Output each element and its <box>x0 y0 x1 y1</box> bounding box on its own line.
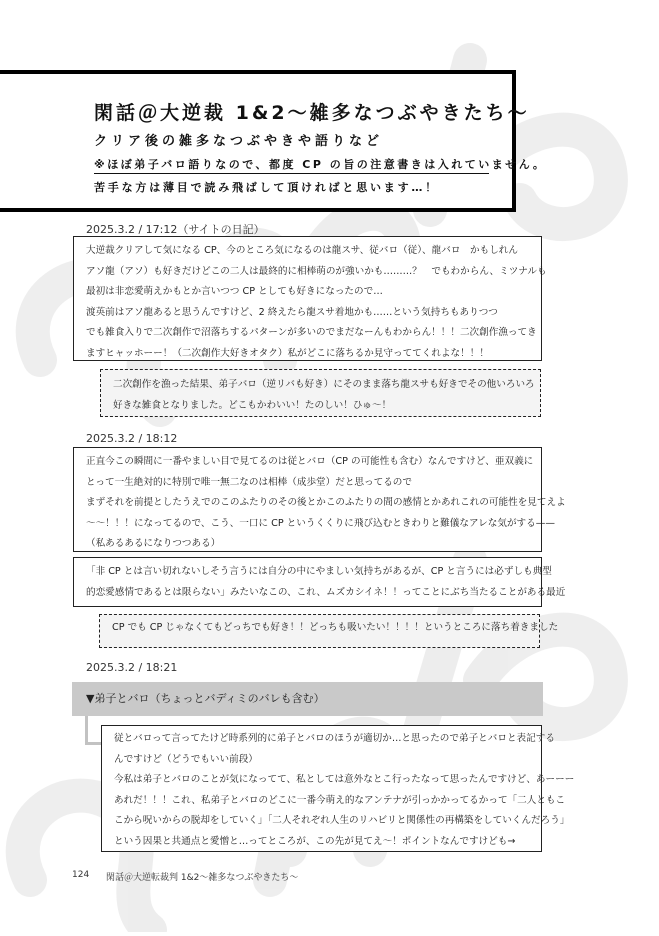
body-line: でも雑食入りで二次創作で沼落ちするパターンが多いのでまだなーんもわからん！！！二次創作漁ってき <box>86 327 537 338</box>
quote-line: 「非 CP とは言い切れないしそう言うには自分の中にやましい気持ちがあるが、CP と言うには必ずしも典型 <box>86 566 552 577</box>
body-line: とって一生絶対的に特別で唯一無二なのは相棒（成歩堂）だと思ってるので <box>86 476 412 488</box>
quote-box <box>73 557 566 607</box>
followup-line: 二次創作を漁った結果、弟子バロ（逆リバも好き）にそのまま落ち龍スサも好きでその他いろいろ <box>113 379 535 390</box>
body-line: 最初は非恋愛萌えかもとか言いつつ CP としても好きになったので… <box>86 286 383 297</box>
body-line: 今私は弟子とバロのことが気になってて、私としては意外なとこ行ったなって思ったんですけど、あーーー <box>114 774 575 785</box>
body-line: 〜〜！！！になってるので、こう、一口に CP というくくりに飛び込むときわりと難儀なアレな気がする—— <box>86 517 555 529</box>
body-line: ますヒャッホーー！（二次創作大好きオタク）私がどこに落ちるか見守っててくれよな！！！ <box>86 347 489 359</box>
running-title: 閑話＠大逆転裁判 1&2〜雑多なつぶやきたち〜 <box>106 873 299 883</box>
chapter-header-box <box>0 70 547 212</box>
body-line: （私あるあるになりつつある） <box>86 538 221 549</box>
body-line: アソ龍（アソ）も好きだけどこの二人は最終的に相棒萌のが強いかも………？ でもわからん、ミツナルも <box>86 265 547 277</box>
followup-note-box <box>100 369 541 417</box>
quote-line: 的恋愛感情であるとは限らない」みたいなこの、これ、ムズカシイネ！！ってことにぶち当たることがある最近 <box>86 586 566 598</box>
chapter-subtitle: クリア後の雑多なつぶやきや語りなど <box>94 134 384 149</box>
entry-body-box <box>73 447 566 552</box>
followup-note-box <box>99 614 559 648</box>
page-number: 124 <box>72 870 90 880</box>
chapter-title: 閑話＠大逆裁 1&2〜雑多なつぶやきたち〜 <box>94 102 530 124</box>
entry-body-box <box>101 725 575 852</box>
chapter-warning: 苦手な方は薄目で読み飛ばして頂ければと思います…！ <box>94 181 439 194</box>
body-line: 従とバロって言ってたけど時系列的に弟子とバロのほうが適切か…と思ったので弟子とバロと表記する <box>114 733 555 744</box>
body-line: 大逆裁クリアして気になる CP、今のところ気になるのは龍スサ、従バロ（従）、龍バロ かもしれん <box>86 245 518 256</box>
body-line: 渡英前はアソ龍あると思うんですけど、2 終えたら龍スサ着地かも……という気持ちもありつつ <box>86 306 498 318</box>
body-line: という因果と共通点と愛憎と…ってところが、この先が見てえ〜！ポイントなんですけども→ <box>114 835 516 847</box>
entry-date: 2025.3.2 / 17:12（サイトの日記） <box>86 223 265 236</box>
entry-date: 2025.3.2 / 18:21 <box>86 661 178 674</box>
body-line: 正直今この瞬間に一番やましい目で見てるのは従とバロ（CP の可能性も含む）なんですけど、亜双義に <box>86 456 534 467</box>
chapter-note: ※ほぼ弟子バロ語りなので、都度 CP の旨の注意書きは入れていません。 <box>94 156 489 174</box>
section-heading-bar: ▼弟子とバロ（ちょっとバディミのバレも含む） <box>72 682 543 716</box>
followup-line: CP でも CP じゃなくてもどっちでも好き！！どっちも吸いたい！！！！というところに落ち着きました <box>112 622 559 633</box>
followup-line: 好きな雑食となりました。どこもかわいい！たのしい！ひゅ〜！ <box>113 399 392 411</box>
entry-date: 2025.3.2 / 18:12 <box>86 432 178 445</box>
body-line: あれだ！！！これ、私弟子とバロのどこに一番今萌え的なアンテナが引っかかってるかって「二人ともこ <box>114 794 566 806</box>
entry-body-box <box>73 236 547 361</box>
body-line: こから呪いからの脱却をしていく」「二人それぞれ人生のリハビリと関係性の再構築をしていくんだろう」 <box>114 815 570 826</box>
body-line: んですけど（どうでもいい前段） <box>114 753 258 765</box>
body-line: まずそれを前提としたうえでのこのふたりのその後とかこのふたりの間の感情とかあれこれの可能性を見てえよ <box>86 497 566 508</box>
